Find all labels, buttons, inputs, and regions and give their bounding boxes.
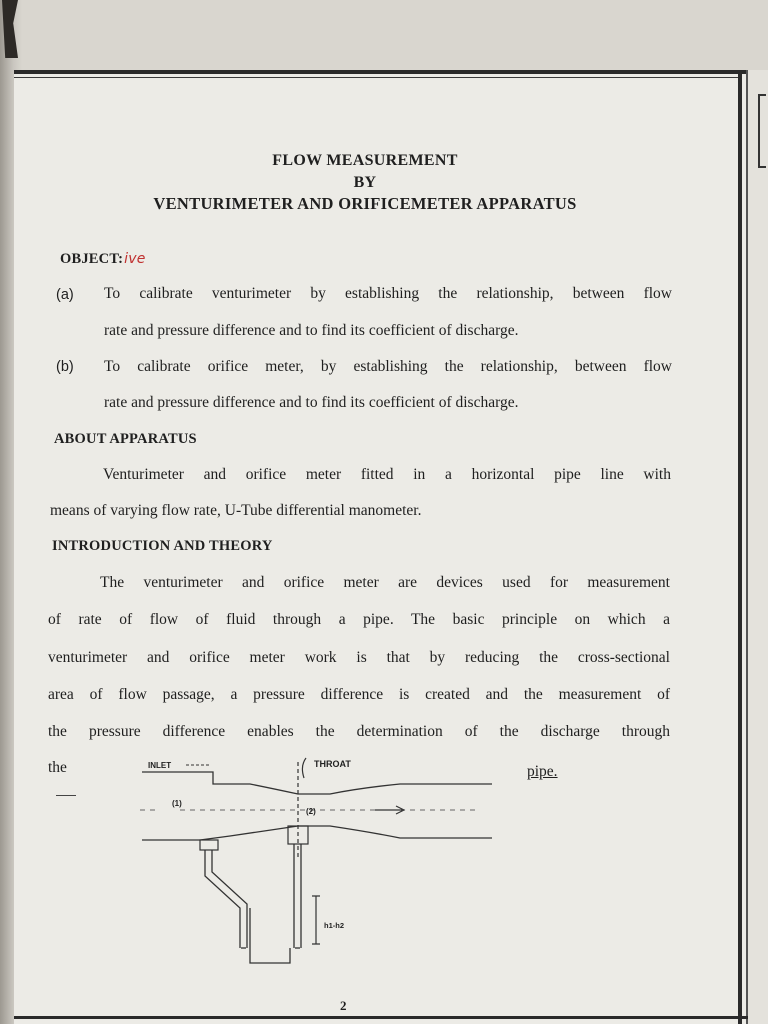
- throat-label: THROAT: [314, 759, 351, 769]
- throat-leader: [302, 758, 306, 778]
- intro-line-2: of rate of flow of fluid through a pipe. The basic principle on which a: [48, 611, 670, 628]
- objective-b-line-1: To calibrate orifice meter, by establishing the relationship, between flow: [104, 358, 672, 375]
- intro-line-4: area of flow passage, a pressure difference is created and the measurement of: [48, 686, 670, 703]
- title-line-3: VENTURIMETER AND ORIFICEMETER APPARATUS: [153, 194, 577, 213]
- section-1-label: (1): [172, 799, 182, 808]
- page-border-top: [14, 70, 748, 74]
- page-border-top-inner: [14, 77, 742, 78]
- margin-dash: [56, 795, 76, 796]
- flow-arrow: [375, 806, 404, 814]
- intro-line-6-start: the: [48, 759, 67, 776]
- next-page-bracket: [758, 94, 766, 168]
- manometer-right-limb: [294, 844, 301, 948]
- page-border-bottom: [14, 1016, 748, 1019]
- objective-heading: [60, 251, 146, 268]
- inlet-label: INLET: [148, 761, 172, 770]
- pipe-upper-wall: [142, 772, 492, 794]
- page-number: 2: [340, 998, 347, 1013]
- intro-line-1: The venturimeter and orifice meter are devices used for measurement: [100, 574, 670, 591]
- manometer-left-limb-outer: [205, 850, 240, 948]
- section-2-label: (2): [306, 807, 316, 816]
- head-difference-label: h1-h2: [324, 921, 345, 930]
- venturimeter-diagram: [120, 748, 510, 978]
- about-line-2: means of varying flow rate, U-Tube differential manometer.: [50, 502, 422, 519]
- intro-heading: INTRODUCTION AND THEORY: [52, 538, 273, 554]
- intro-line-6-end: pipe.: [527, 763, 558, 780]
- objective-a-marker: (a): [56, 287, 74, 303]
- title-line-2: BY: [353, 174, 377, 191]
- page-border-right: [738, 70, 742, 1024]
- page-border-right-outer: [746, 70, 748, 1024]
- objective-b-marker: (b): [56, 359, 74, 375]
- manometer-u-bend: [250, 908, 290, 963]
- objective-a-line-2: rate and pressure difference and to find its coefficient of discharge.: [104, 322, 519, 339]
- intro-line-5: the pressure difference enables the determination of the discharge through: [48, 723, 670, 740]
- pipe-lower-wall: [142, 826, 492, 840]
- intro-line-3: venturimeter and orifice meter work is that by reducing the cross-sectional: [48, 649, 670, 666]
- objective-heading-text: OBJECT:: [60, 251, 124, 267]
- handwritten-annotation: ive: [124, 251, 146, 267]
- about-line-1: Venturimeter and orifice meter fitted in a horizontal pipe line with: [103, 466, 671, 483]
- title-line-1: FLOW MEASUREMENT: [272, 152, 458, 169]
- about-heading: ABOUT APPARATUS: [54, 431, 197, 447]
- next-page-strip: [748, 70, 768, 1024]
- head-difference-marker: [312, 896, 320, 944]
- inlet-tapping: [200, 840, 218, 850]
- objective-a-line-1: To calibrate venturimeter by establishing the relationship, between flow: [104, 285, 672, 302]
- objective-b-line-2: rate and pressure difference and to find its coefficient of discharge.: [104, 394, 519, 411]
